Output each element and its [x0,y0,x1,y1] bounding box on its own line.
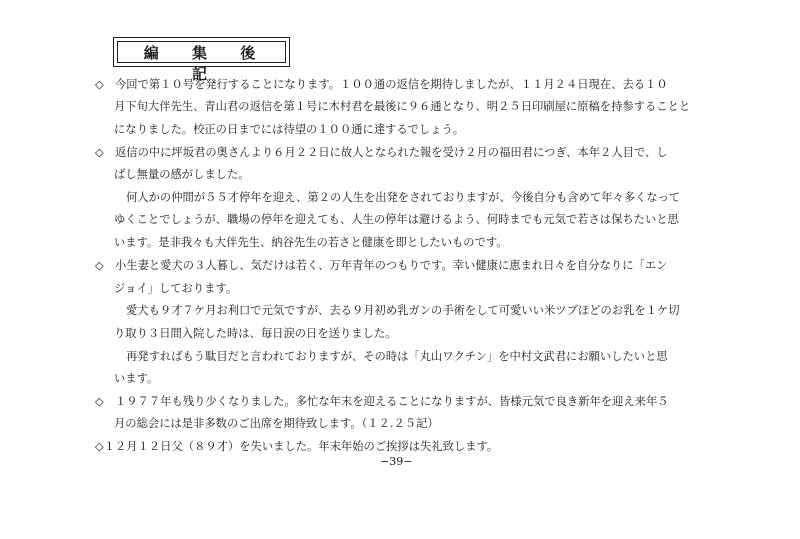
page-number: −39− [380,455,413,468]
text-line-4: ◇ 返信の中に坪坂君の奥さんより６月２２日に故人となられた報を受け２月の福田君につぎ、本年２人目で、し [95,146,668,159]
text-line-13: 再発すればもう駄目だと言われておりますが、その時は「丸山ワクチン」を中村文武君にお願いしたいと思 [126,350,668,363]
text-line-15: ◇ １９７７年も残り少くなりました。多忙な年末を迎えることになりますが、皆様元気で良き新年を迎え来年５ [95,395,669,408]
text-line-7: ゆくことでしょうが、職場の停年を迎えても、人生の停年は避けるよう、何時までも元気で若さは保ちたいと思 [114,213,679,226]
text-line-2: 月下旬大伴先生、青山君の返信を第１号に木村君を最後に９６通となり、明２５日印刷屋に原稿を持参することと [114,100,691,113]
text-line-12: り取り３日間入院した時は、毎日涙の日を送りました。 [114,327,397,340]
text-line-11: 愛犬も９才７ケ月お利口で元気ですが、去る９月初め乳ガンの手術をして可愛いい米ツブほどのお乳を１ケ切 [126,304,680,317]
text-line-1: ◇ 今回で第１０号を発行することになります。１００通の返信を期待しましたが、１１月２４日現在、去る１０ [95,78,668,91]
text-line-9: ◇ 小生妻と愛犬の３人暮し、気だけは若く、万年青年のつもりです。幸い健康に恵まれ日々を自分なりに「エン [95,259,668,272]
title-box [113,37,290,83]
text-line-6: 何人かの仲間が５５才停年を迎え、第２の人生を出発をされておりますが、今後自分も含めて年々多くなって [126,191,681,204]
text-line-5: ばし無量の感がしました。 [114,168,250,181]
text-line-3: になりました。校正の日までには待望の１００通に達するでしょう。 [114,123,465,136]
text-line-17: ◇１２月１２日父（８９才）を失いました。年末年始のご挨拶は失礼致します。 [95,440,499,453]
page-title: 編 集 後 記 [143,44,270,83]
text-line-10: ジョイ」しております。 [114,282,238,295]
text-line-16: 月の総会には是非多数のご出席を期待致します。（１２.２５記） [114,417,439,430]
text-line-14: います。 [114,372,159,385]
text-line-8: います。是非我々も大伴先生、納谷先生の若さと健康を即としたいものです。 [114,236,508,249]
